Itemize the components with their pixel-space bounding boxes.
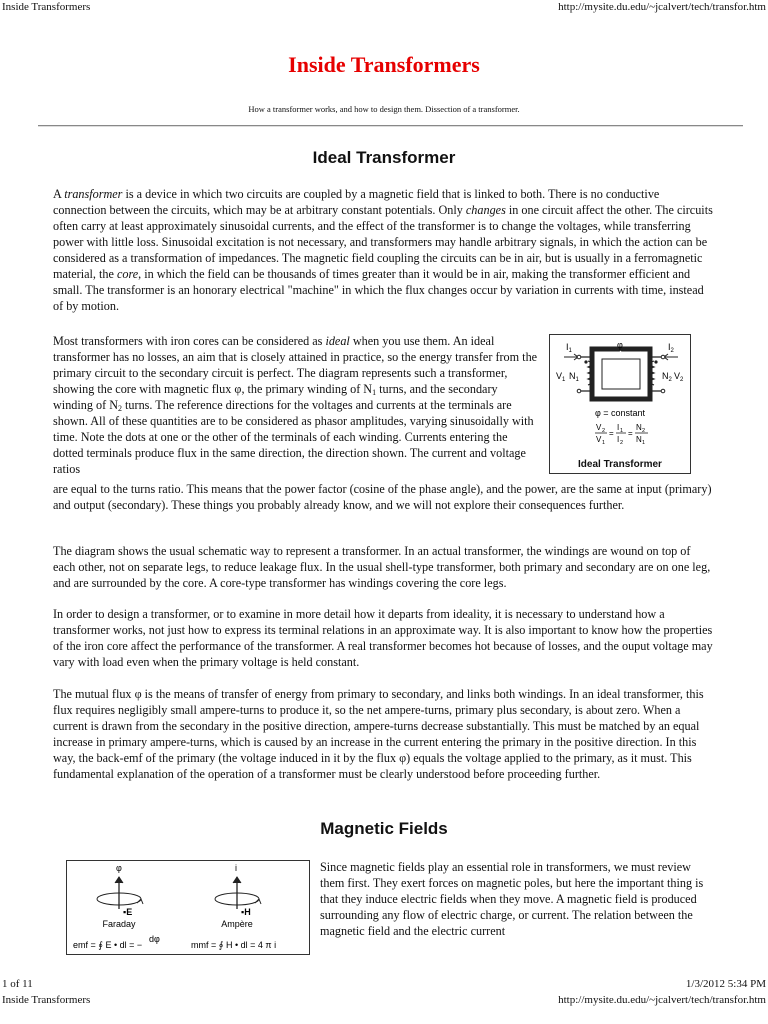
- emf-dphi: dφ: [149, 934, 160, 944]
- current-arrow-2: [664, 354, 678, 360]
- page-title: Inside Transformers: [288, 52, 480, 77]
- label-n2: $N_2$: [662, 371, 672, 383]
- label-n1: $N_1$: [569, 371, 579, 383]
- ampere-h-label: ▪H: [241, 907, 251, 917]
- svg-text:2: 2: [642, 428, 646, 434]
- print-datetime: 1/3/2012 5:34 PM: [685, 978, 766, 990]
- paragraph-magnetic-fields: Since magnetic fields play an essential role in transformers, we must review them first. They exert forces on magnetic poles, but here the important thing is that they induce electric fields when they move. A magnetic field is produced surrounding any flow of electric charge, or current. The relation between the magnetic field and the electric current: [320, 860, 704, 938]
- svg-text:2: 2: [620, 440, 624, 446]
- faraday-phi-label: φ: [116, 863, 122, 873]
- svg-text:N: N: [636, 423, 642, 432]
- browser-url[interactable]: http://mysite.du.edu/~jcalvert/tech/transfor.htm: [558, 1, 766, 13]
- label-i2: $I_2$: [668, 342, 674, 354]
- section-heading-ideal-transformer: Ideal Transformer: [312, 148, 456, 167]
- label-i1: $I_1$: [566, 342, 572, 354]
- svg-text:1: 1: [602, 440, 606, 446]
- primary-dot: [584, 360, 587, 363]
- faraday-e-label: ▪E: [123, 907, 133, 917]
- page-counter: 1 of 11: [2, 978, 33, 990]
- paragraph-schematic: The diagram shows the usual schematic way to represent a transformer. In an actual transformer, the windings are wound on top of each other, not on separate legs, to reduce leakage flux. In the usual shell-type transformer, both primary and secondary are on one leg, and are surrounded by the core. A core-type transformer has windings covering the core legs.: [53, 544, 711, 590]
- svg-text:=: =: [609, 429, 614, 438]
- horizontal-rule: [38, 125, 743, 127]
- svg-text:V: V: [596, 435, 602, 444]
- paragraph-ideal-continued: are equal to the turns ratio. This means that the power factor (cosine of the phase angle), and the power, are the same at input (primary) and output (secondary). These things you probably already know, and we will not explore their consequences further.: [53, 482, 712, 512]
- svg-text:N: N: [636, 435, 642, 444]
- paragraph-design: In order to design a transformer, or to examine in more detail how it departs from ideality, it is necessary to understand how a transformer works, not just how to express its terminal relations in an approximate way. It is also important to know how the properties of the iron core affect the performance of the transformer. A real transformer becomes hot because of losses, and the ouput voltage may vary with load even when the primary voltage is held constant.: [53, 607, 713, 669]
- svg-text:I: I: [617, 435, 620, 444]
- emf-equation: emf = ∮ E • dl = −: [73, 940, 143, 950]
- label-v1: $V_1$: [556, 371, 566, 383]
- paragraph-ideal: Most transformers with iron cores can be considered as ideal when you use them. An ideal transformer has no losses, an aim that is closely attained in practice, so the energy transfer from the primary circuit to the secondary circuit is perfect. The diagram represents such a transformer, showing the core with magnetic flux φ, the primary winding of $N_1$ turns, and the secondary winding of $N_2$ turns. The reference directions for the voltages and currents at the terminals are shown. All of these quantities are to be considered as phasor amplitudes, varying sinusoidally with time. Note the dots at one or the other of the terminals of each winding. Currents entering the dotted terminals produce flux in the same direction, the direction shown. The current and voltage ratios: [53, 334, 538, 476]
- faraday-illustration: [73, 863, 160, 950]
- paragraph-intro: A transformer is a device in which two circuits are coupled by a magnetic field that is linked to both. There is no conductive connection between the circuits, which may be at arbitrary constant potentials. Only changes in one circuit affect the other. The circuits often carry at least approximately sinusoidal currents, and the effect of the transformer is to change the voltages, while transferring power with little loss. Sinusoidal excitation is not necessary, and transformers may handle arbitrary signals, in which the action can be considered as a transformation of impedances. The magnetic field coupling the circuits can be in air, but is usually in a ferromagnetic material, the core, in which the field can be thousands of times greater than it would be in air, making the transformer efficient and small. The transformer is an honorary electrical "machine" in which the flux changes occur by variation in currents with time, instead of by motion.: [53, 187, 713, 313]
- ampere-illustration: [191, 863, 276, 950]
- svg-text:I: I: [617, 423, 620, 432]
- faraday-label: Faraday: [102, 919, 136, 929]
- transformer-schematic: [550, 335, 690, 473]
- next-page-url[interactable]: http://mysite.du.edu/~jcalvert/tech/transfor.htm: [558, 994, 766, 1006]
- browser-title: Inside Transformers: [2, 1, 91, 13]
- faraday-ampere-diagram: [66, 860, 310, 955]
- paragraph-mutual-flux: The mutual flux φ is the means of transfer of energy from primary to secondary, and links both windings. In an ideal transformer, this flux requires negligibly small ampere-turns to produce it, so the net ampere-turns, primary plus secondary, is about zero. When a current is drawn from the secondary in the positive direction, ampere-turns decrease substantially. This must be matched by an equal increase in primary ampere-turns, which is caused by an increase in the current entering the primary in the positive direction. In this way, the back-emf of the primary (the voltage induced in it by the flux φ) equals the voltage applied to the primary, as it must. This fundamental explanation of the operation of a transformer must be clearly understood before proceeding further.: [53, 687, 704, 781]
- label-flux-constant: φ = constant: [594, 408, 646, 418]
- secondary-dot: [654, 360, 657, 363]
- svg-text:1: 1: [642, 440, 646, 446]
- next-page-title: Inside Transformers: [2, 994, 91, 1006]
- current-arrow-1: [564, 354, 578, 360]
- next-page-header: [0, 993, 768, 1007]
- label-v2: $V_2$: [674, 371, 684, 383]
- mmf-equation: mmf = ∮ H • dl = 4 π i: [191, 940, 277, 950]
- ideal-transformer-diagram: [549, 334, 691, 474]
- field-laws-figure: [67, 861, 309, 954]
- svg-text:2: 2: [602, 428, 606, 434]
- ampere-label: Ampère: [221, 919, 253, 929]
- browser-header: [0, 0, 768, 14]
- ampere-i-label: i: [235, 863, 237, 873]
- svg-text:=: =: [628, 429, 633, 438]
- svg-text:V: V: [596, 423, 602, 432]
- page-subtitle: How a transformer works, and how to design them. Dissection of a transformer.: [248, 104, 520, 114]
- label-phi: φ: [617, 340, 623, 350]
- print-footer: [0, 977, 768, 991]
- section-heading-magnetic-fields: Magnetic Fields: [320, 819, 448, 838]
- svg-text:1: 1: [620, 428, 624, 434]
- core-window: [602, 359, 640, 389]
- diagram-caption: Ideal Transformer: [578, 459, 662, 470]
- ratio-equation: [595, 423, 648, 446]
